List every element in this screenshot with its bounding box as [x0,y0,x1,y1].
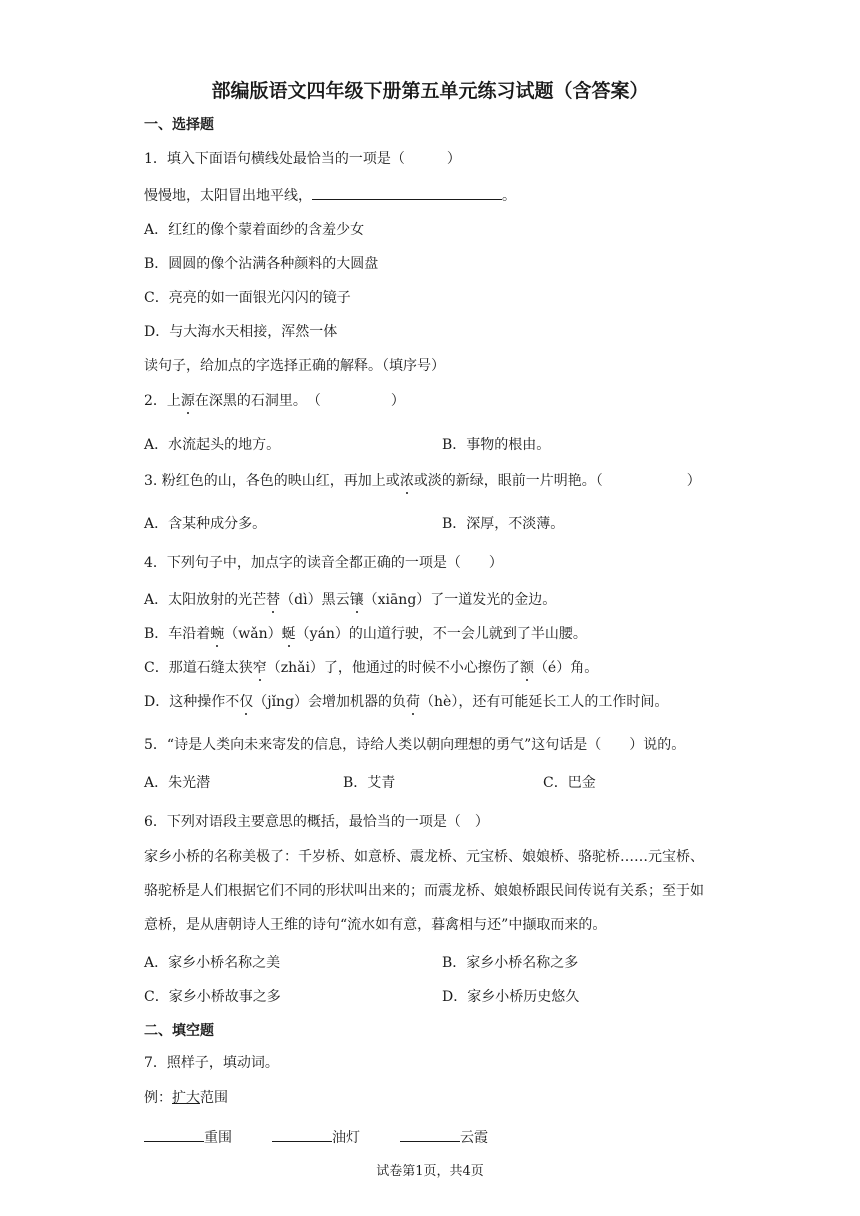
text-segment: D．这种操作不 [144,694,240,710]
text-segment: （zhǎi）了，他通过的时候不小心擦伤了 [266,660,520,676]
question-1-option-c: C．亮亮的如一面银光闪闪的镜子 [144,290,351,306]
sentence-text: 慢慢地，太阳冒出地平线， [144,188,312,204]
text-segment: 2．上 [144,393,181,409]
question-4-option-c [144,657,598,677]
question-6-option-b: B．家乡小桥名称之多 [442,955,579,971]
question-5-option-c: C．巴金 [543,775,596,791]
question-7-example [144,1087,228,1107]
text-segment: （dì）黑云 [280,592,350,608]
dotted-character: 镶 [349,592,364,608]
question-3-option-a: A．含某种成分多。 [144,516,267,532]
text-segment: A．太阳放射的光芒 [144,592,267,608]
question-6-option-a: A．家乡小桥名称之美 [144,955,281,971]
instruction-text: 读句子，给加点的字选择正确的解释。（填序号） [144,358,445,374]
question-7-blanks [144,1127,488,1147]
question-2-options [144,434,280,454]
dotted-character: 替 [266,592,281,608]
dotted-character: 蜒 [281,626,296,642]
question-4-option-d [144,691,668,711]
answer-blank[interactable] [144,1141,204,1142]
text-segment: 范围 [200,1090,228,1106]
dotted-character: 窄 [252,660,267,676]
section-heading-choice: 一、选择题 [144,117,214,133]
dotted-character: 荷 [406,694,421,710]
question-5-option-a: A．朱光潜 [144,775,211,791]
text-segment: （yán）的山道行驶，不一会儿就到了半山腰。 [295,626,587,642]
text-segment: （hè），还有可能延长工人的工作时间。 [420,694,669,710]
question-3-stem [144,470,701,490]
text-segment: 例： [144,1090,172,1106]
section-heading-fill: 二、填空题 [144,1023,214,1039]
question-2-option-b: B．事物的根由。 [442,437,551,453]
text-segment: （é）角。 [533,660,599,676]
dotted-character: 额 [519,660,534,676]
blank-suffix: 油灯 [332,1130,360,1146]
page-title: 部编版语文四年级下册第五单元练习试题（含答案） [211,80,649,102]
sentence-end: 。 [502,188,516,204]
text-segment: 或淡的新绿，眼前一片明艳。（ ） [413,473,701,489]
blank-suffix: 云霞 [460,1130,488,1146]
question-4-option-a [144,589,556,609]
question-7-stem: 7．照样子，填动词。 [144,1055,279,1071]
blank-suffix: 重围 [204,1130,232,1146]
answer-blank[interactable] [400,1141,460,1142]
question-4-stem: 4．下列句子中，加点字的读音全都正确的一项是（ ） [144,555,503,571]
question-6-stem: 6．下列对语段主要意思的概括，最恰当的一项是（ ） [144,814,489,830]
text-segment: B．车沿着 [144,626,211,642]
question-1-stem: 1．填入下面语句横线处最恰当的一项是（ ） [144,151,461,167]
question-1-option-d: D．与大海水天相接，浑然一体 [144,324,338,340]
question-4-option-b [144,623,587,643]
text-segment: C．那道石缝太狭 [144,660,253,676]
question-6-passage: 家乡小桥的名称美极了：千岁桥、如意桥、震龙桥、元宝桥、娘娘桥、骆驼桥……元宝桥、骆驼桥是人们根据它们不同的形状叫出来的；而震龙桥、娘娘桥跟民间传说有关系；至于如意桥，是从唐朝诗人王维的诗句“流水如有意，暮禽相与还”中撷取而来的。 [144,849,704,933]
option-a: A．水流起头的地方。 [144,437,281,453]
question-2-stem [144,390,405,410]
question-6-option-d: D．家乡小桥历史悠久 [442,989,580,1005]
question-1-sentence [144,185,516,205]
text-segment: （wǎn） [224,626,282,642]
text-segment: 3. 粉红色的山，各色的映山红，再加上或 [144,473,400,489]
underlined-word: 扩大 [172,1090,200,1106]
question-3-option-b: B．深厚，不淡薄。 [442,516,565,532]
question-1-option-b: B．圆圆的像个沾满各种颜料的大圆盘 [144,256,379,272]
answer-blank[interactable] [312,199,502,200]
dotted-character: 源 [180,393,195,409]
text-segment: （xiāng）了一道发光的金边。 [363,592,557,608]
answer-blank[interactable] [272,1141,332,1142]
dotted-character: 浓 [399,473,414,489]
dotted-character: 仅 [239,694,254,710]
text-segment: （jǐng）会增加机器的负 [253,694,407,710]
question-6-option-c: C．家乡小桥故事之多 [144,989,281,1005]
page-footer: 试卷第1页，共4页 [376,1164,484,1179]
question-5-option-b: B．艾青 [343,775,396,791]
question-5-stem: 5．“诗是人类向未来寄发的信息，诗给人类以朝向理想的勇气”这句话是（ ）说的。 [144,737,686,753]
dotted-character: 蜿 [210,626,225,642]
question-1-option-a: A．红红的像个蒙着面纱的含羞少女 [144,222,365,238]
text-segment: 在深黑的石洞里。 （ ） [194,393,405,409]
